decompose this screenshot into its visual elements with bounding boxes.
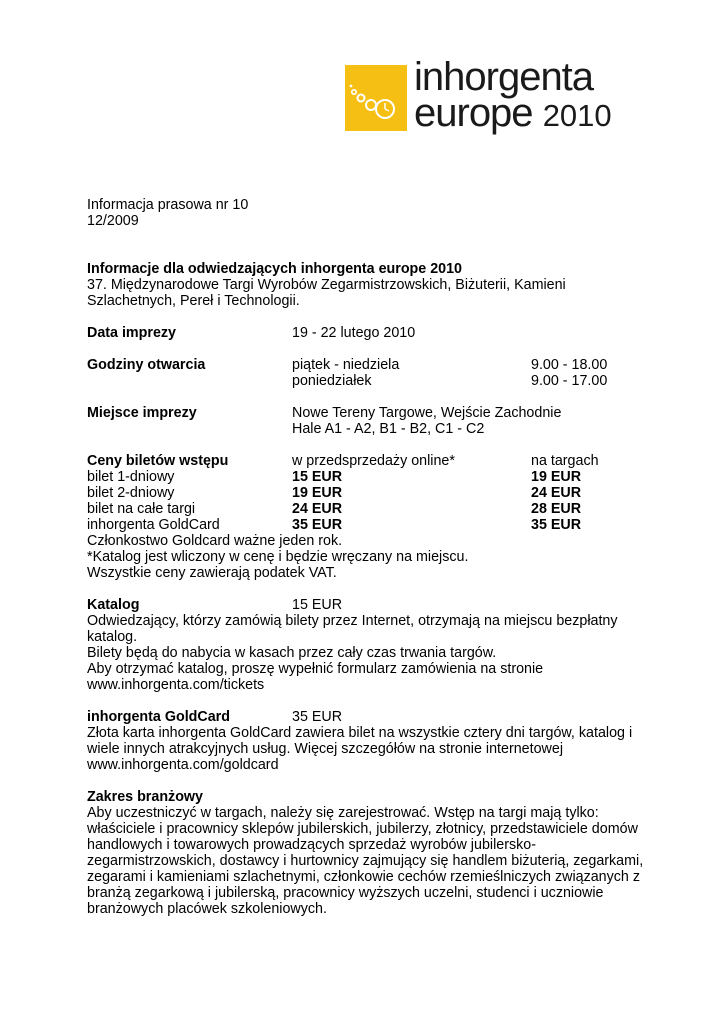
- ticket-row: [87, 517, 687, 533]
- catalog-line: Bilety będą do nabycia w kasach przez cały czas trwania targów.: [87, 645, 497, 661]
- ticket-online-price: 35 EUR: [292, 517, 343, 533]
- hours-row: [87, 373, 687, 389]
- scope-line: właściciele i pracownicy sklepów jubilerskich, jubilerzy, złotnicy, przedstawiciele domów: [87, 821, 638, 837]
- tickets-label: Ceny biletów wstępu: [87, 453, 229, 469]
- tickets-note: *Katalog jest wliczony w cenę i będzie wręczany na miejscu.: [87, 549, 469, 565]
- catalog-line: Odwiedzający, którzy zamówią bilety przez Internet, otrzymają na miejscu bezpłatny: [87, 613, 618, 629]
- venue-row: [87, 421, 687, 437]
- intro-line: Szlachetnych, Pereł i Technologii.: [87, 293, 300, 309]
- ticket-onsite-price: 24 EUR: [531, 485, 582, 501]
- press-date: 12/2009: [87, 213, 139, 229]
- venue-row: [87, 405, 687, 421]
- event-date-value: 19 - 22 lutego 2010: [292, 325, 416, 341]
- press-release: [87, 197, 687, 917]
- ticket-row: [87, 485, 687, 501]
- hours-days: piątek - niedziela: [292, 357, 400, 373]
- hours-time: 9.00 - 18.00: [531, 357, 608, 373]
- goldcard-line: Złota karta inhorgenta GoldCard zawiera bilet na wszystkie cztery dni targów, katalog i: [87, 725, 633, 741]
- catalog-label: Katalog: [87, 597, 140, 613]
- watch-dots-icon: [345, 65, 407, 131]
- ticket-online-price: 15 EUR: [292, 469, 343, 485]
- logo-word-inhorgenta: inhorgenta: [414, 55, 594, 99]
- hours-days: poniedziałek: [292, 373, 372, 389]
- scope-line: branżowych placówek szkoleniowych.: [87, 901, 327, 917]
- venue-label: Miejsce imprezy: [87, 405, 197, 421]
- scope-line: zegarami i kamieniami szlachetnymi, członkowie cechów rzemieślniczych związanych z: [87, 869, 641, 885]
- venue-line: Nowe Tereny Targowe, Wejście Zachodnie: [292, 405, 562, 421]
- scope-line: Aby uczestniczyć w targach, należy się zarejestrować. Wstęp na targi mają tylko:: [87, 805, 599, 821]
- ticket-name: bilet na całe targi: [87, 501, 196, 517]
- tickets-col-online: w przedsprzedaży online*: [292, 453, 455, 469]
- logo-mark: [345, 65, 407, 131]
- ticket-name: inhorgenta GoldCard: [87, 517, 220, 533]
- catalog-line: Aby otrzymać katalog, proszę wypełnić formularz zamówienia na stronie: [87, 661, 544, 677]
- intro-line: 37. Międzynarodowe Targi Wyrobów Zegarmistrzowskich, Biżuterii, Kamieni: [87, 277, 566, 293]
- tickets-col-onsite: na targach: [531, 453, 599, 469]
- catalog-link[interactable]: www.inhorgenta.com/tickets: [87, 677, 265, 693]
- goldcard-label: inhorgenta GoldCard: [87, 709, 230, 725]
- ticket-row: [87, 469, 687, 485]
- venue-line: Hale A1 - A2, B1 - B2, C1 - C2: [292, 421, 485, 437]
- goldcard-header-row: [87, 709, 687, 725]
- catalog-header-row: [87, 597, 687, 613]
- logo-europe: europe: [414, 91, 533, 135]
- goldcard-link[interactable]: www.inhorgenta.com/goldcard: [87, 757, 279, 773]
- hours-row: [87, 357, 687, 373]
- logo-word-europe: [414, 93, 612, 133]
- hours-label: Godziny otwarcia: [87, 357, 206, 373]
- scope-label: Zakres branżowy: [87, 789, 204, 805]
- intro-heading: Informacje dla odwiedzających inhorgenta europe 2010: [87, 261, 463, 277]
- ticket-onsite-price: 28 EUR: [531, 501, 582, 517]
- scope-line: zegarmistrzowskich, dostawcy i hurtownicy zajmujący się handlem biżuterią, zegarkami,: [87, 853, 644, 869]
- ticket-onsite-price: 35 EUR: [531, 517, 582, 533]
- tickets-note: Członkostwo Goldcard ważne jeden rok.: [87, 533, 343, 549]
- tickets-header-row: [87, 453, 687, 469]
- ticket-online-price: 19 EUR: [292, 485, 343, 501]
- hours-time: 9.00 - 17.00: [531, 373, 608, 389]
- scope-line: branżą zegarkową i jubilerską, pracownicy wyższych uczelni, studenci i uczniowie: [87, 885, 604, 901]
- ticket-row: [87, 501, 687, 517]
- tickets-note: Wszystkie ceny zawierają podatek VAT.: [87, 565, 337, 581]
- event-date-label: Data imprezy: [87, 325, 176, 341]
- ticket-onsite-price: 19 EUR: [531, 469, 582, 485]
- inhorgenta-logo: [345, 55, 613, 135]
- press-title: Informacja prasowa nr 10: [87, 197, 249, 213]
- event-date-row: [87, 325, 687, 341]
- scope-line: handlowych i towarowych prowadzących sprzedaż wyrobów jubilersko-: [87, 837, 536, 853]
- catalog-price: 15 EUR: [292, 597, 343, 613]
- goldcard-price: 35 EUR: [292, 709, 343, 725]
- catalog-line: katalog.: [87, 629, 138, 645]
- ticket-name: bilet 2-dniowy: [87, 485, 175, 501]
- logo-year: 2010: [542, 98, 612, 133]
- ticket-name: bilet 1-dniowy: [87, 469, 175, 485]
- ticket-online-price: 24 EUR: [292, 501, 343, 517]
- goldcard-line: wiele innych atrakcyjnych usług. Więcej szczegółów na stronie internetowej: [87, 741, 563, 757]
